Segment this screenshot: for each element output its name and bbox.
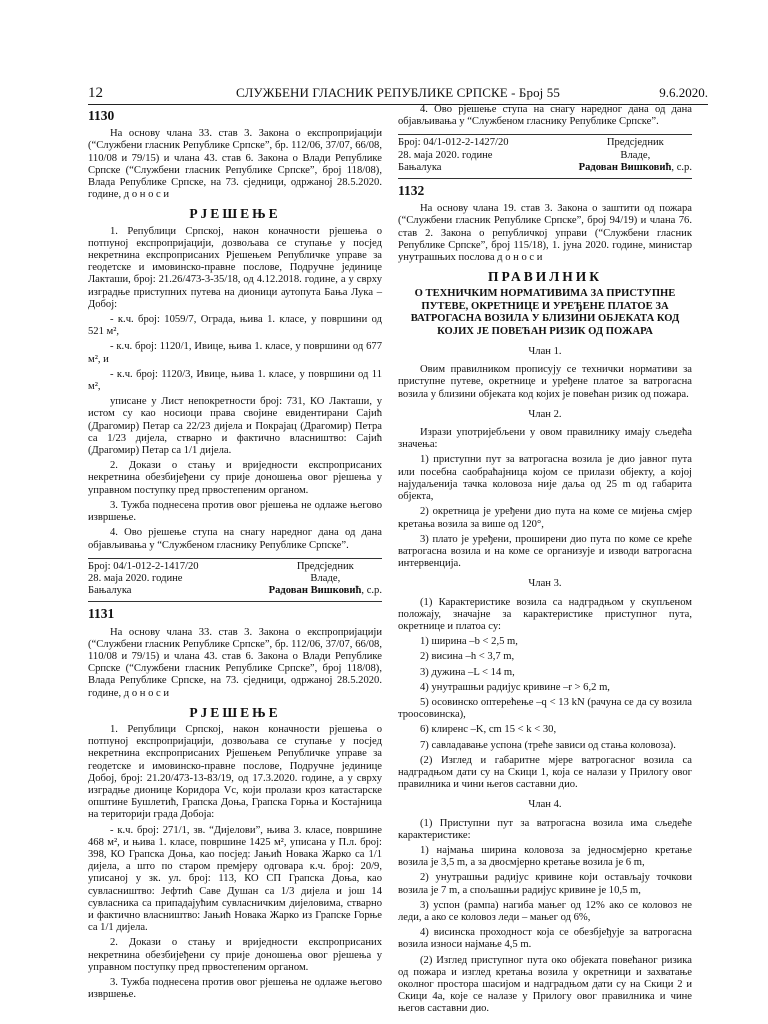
signature-date: 28. маја 2020. године [88,572,183,584]
article-title: Члан 4. [528,799,562,811]
list-item: 1) ширина –b < 2,5 m, [420,636,518,648]
document-number-1131: 1131 [88,606,115,622]
signature-place: Бањалука [398,161,442,173]
issue-date: 9.6.2020. [659,85,708,100]
list-item: 3) плато је уређени, проширени дио пута по коме се креће ватрогасна возила и на коме се организује и изводи ватрогасна интервенција. [398,533,692,570]
list-item: 2) окретница је уређени дио пута на коме се мијења смјер кретања возила за више од 120°, [398,506,692,530]
paragraph: 4. Ово рјешење ступа на снагу наредног дана од дана објављивања у “Службеном гласнику Републике Српске”. [398,104,692,128]
reference-number: Број: 04/1-012-2-1427/20 [398,137,509,149]
list-item: 3) дужина –L < 14 m, [420,666,515,678]
signatory-name: Радован Вишковић [578,161,672,173]
heading-pravilnik: ПРАВИЛНИК [487,269,603,285]
reference-number: Број: 04/1-012-2-1417/20 [88,560,199,572]
paragraph: Изрази употријебљени у овом правилнику имају сљедећа значења: [398,427,692,451]
signatory-role: Предсједник [296,560,354,572]
parcel-item: - к.ч. број: 1120/1, Ивице, њива 1. класе, у површини од 677 м², и [88,341,382,365]
list-item: 1) најмања ширина коловоза за једносмјерно кретање возила је 3,5 m, а за двосмјерно кретање возила је 6 m, [398,844,692,869]
list-item: 6) клиренс –K, cm 15 < k < 30, [420,724,557,736]
signatory-role: Владе, [310,572,341,584]
signatory-name: Радован Вишковић [268,585,362,597]
paragraph: Овим правилником прописују се технички нормативи за приступне путеве, окретнице и уређене платое за ватрогасна возила у близини објеката код којих је повећан ризик од пожара. [398,364,692,400]
paragraph: - к.ч. број: 271/1, зв. “Дијелови”, њива 3. класе, површине 468 м², и њива 1. класе, површине 1425 м², уписана у П.л. број: 398, КО Грапска Доња, као посјед: Јањић Новака Жарко са 1/1 дијела, а што по старом премјеру одговара к.ч. број: 20/9, уписаној у зк. ул. број: 113, КО СП Грапска Доња, као сувласништво: Јефтић Саве Душан са 1/3 дијела и још 14 сувласника са припадајућим сувласничким дијеловима, стварно и фактично власништво: Јањић Новака Жарко из Грапске Горње са 1/1 дијела. [88,824,382,934]
paragraph: (2) Изглед и габаритне мјере ватрогасног возила са надградњом дати су на Скици 1, која се налази у Прилогу овог правилника и чини његов саставни дио. [398,754,692,791]
document-number-1132: 1132 [398,183,425,199]
list-item: 5) осовинско оптерећење –q < 13 kN (рачуна се да су возила троосовинска), [398,696,692,721]
list-item: 1) приступни пут за ватрогасна возила је дио јавног пута или посебна саобраћајница којом се прилази објекту, а којој најудаљенија тачка коловоза није даља од 25 m од габарита објекта, [398,454,692,503]
paragraph: уписане у Лист непокретности број: 731, КО Лакташи, у истом су као носиоци права својине евидентирани Сајић (Драгомир) Петар са 22/23 дијела и Покрајац (Драгомир) Петра са 1/23 дијела, стварно и фактично власништво: Сајић (Драгомир) Петар са 1/1 дијела. [88,396,382,457]
preamble-1132: На основу члана 19. став 3. Закона о заштити од пожара (“Службени гласник Републике Српске”, број 94/19) и члана 76. став 2. Закона о републичкој управи (“Службени гласник Републике Српске”, број 115/18), 1. јуна 2020. године, министар унутрашњих послова д о н о с и [398,203,692,264]
parcel-item: - к.ч. број: 1059/7, Ограда, њива 1. класе, у површини од 521 м², [88,314,382,338]
paragraph: 1. Републици Српској, након коначности рјешења о потпуној експропријацији, дозвољава се ступање у посјед некретнина експроприсаних Рјешењем Републичке управе за геодетске и имовинско-правне послове, Подручне јединице Добој, број: 21.20/473-13-83/19, од 17.3.2020. године, а у сврху изградње дионице Коридора Vc, који пролази кроз катастарске општине Бушлетић, Грапска Доња, Грапска Горња и Костајница на територији града Добоја: [88,723,382,821]
gazette-title: СЛУЖБЕНИ ГЛАСНИК РЕПУБЛИКЕ СРПСКЕ - Број 55 [236,85,560,100]
heading-rjesenje-1131: РЈЕШЕЊЕ [189,704,281,720]
list-item: 2) висина –h < 3,7 m, [420,651,515,663]
preamble-1131: На основу члана 33. став 3. Закона о експропријацији (“Службени гласник Републике Српске”, бр. 112/06, 37/07, 66/08, 110/08 и 79/15) и члана 43. став 6. Закона о Влади Републике Српске (“Службени гласник Републике Српске”, број 118/08), Влада Републике Српске, на 73. сједници, одржаној 28.5.2020. године, д о н о с и [88,626,382,699]
signature-date: 28. маја 2020. године [398,149,493,161]
page-header [88,84,708,105]
signatory-suffix: , с.р. [361,585,382,597]
paragraph: 2. Докази о стању и вриједности експроприсаних некретнина обезбијеђени су прије доношења овог рјешења у управном поступку пред првостепеним органом. [88,460,382,496]
signature-block-1131 [398,134,692,174]
signatory-role: Владе, [620,149,651,161]
parcel-item: - к.ч. број: 1120/3, Ивице, њива 1. класе, у површини од 11 м², [88,368,382,393]
paragraph: (1) Карактеристике возила са надградњом у скупљеном положају, значајне за карактеристике приступног пута, окретнице и платоа су: [398,596,692,632]
paragraph: 1. Републици Српској, након коначности рјешења о потпуној експропријацији, дозвољава се ступање у посјед некретнина експроприсаних Рјешењем Републичке управе за геодетске и имовинско-правне послове, Подручне јединице Лакташи, број: 21.26/473-3-35/18, од 4.12.2018. године, а у сврху изградње приступних путева на дионици аутопута Бања Лука – Добој: [88,225,382,310]
list-item: 7) савладавање успона (треће зависи од стања коловоза). [420,739,676,751]
list-item: 4) висинска проходност која се обезбјеђује за ватрогасна возила износи најмање 4,5 m. [398,927,692,951]
preamble-1130: На основу члана 33. став 3. Закона о експропријацији (“Службени гласник Републике Српске”, бр. 112/06, 37/07, 66/08, 110/08 и 79/15) и члана 43. став 6. Закона о Влади Републике Српске (“Службени гласник Републике Српске”, број 118/08), Влада Републике Српске, на 73. сједници, одржаној 28.5.2020. године, д о н о с и [88,128,382,201]
paragraph: 4. Ово рјешење ступа на снагу наредног дана од дана објављивања у “Службеном гласнику Републике Српске”. [88,527,382,551]
left-column [88,104,382,1004]
article-title: Члан 1. [528,346,562,358]
signatory-suffix: , с.р. [671,161,692,173]
paragraph: 2. Докази о стању и вриједности експроприсаних некретнина обезбијеђени су прије доношења овог рјешења у управном поступку пред првостепеним органом. [88,937,382,973]
paragraph: 3. Тужба поднесена против овог рјешења не одлаже његово извршење. [88,499,382,524]
signatory-role: Предсједник [606,137,664,149]
heading-rjesenje-1130: РЈЕШЕЊЕ [189,206,281,222]
signature-block-1130 [88,558,382,598]
page-number: 12 [88,85,103,101]
article-title: Члан 3. [528,578,562,590]
paragraph: (1) Приступни пут за ватрогасна возила има сљедеће карактеристике: [398,817,692,841]
paragraph: 3. Тужба поднесена против овог рјешења не одлаже његово извршење. [88,977,382,1001]
list-item: 4) унутрашњи радијус кривине –r > 6,2 m, [420,681,610,693]
list-item: 2) унутрашњи радијус кривине који остављају точкови возила је 7 m, а спољашњи радијус кривине је 10,5 m, [398,872,692,896]
right-column [398,104,692,1019]
list-item: 3) успон (рампа) нагиба мањег од 12% ако се коловоз не леди, а ако се коловоз леди – мањег од 6%, [398,899,692,923]
article-title: Члан 2. [528,408,562,420]
divider [88,601,382,602]
paragraph: (2) Изглед приступног пута око објеката повећаног ризика од пожара и изглед кретања возила у окретници и захватање околног простора шасијом и надградњом дати су на Скици 2 и Скици 4а, које се налазе у Прилогу овог правилника и чине његов саставни дио. [398,954,692,1015]
signature-place: Бањалука [88,585,132,597]
divider [398,178,692,179]
document-number-1130: 1130 [88,108,115,123]
pravilnik-subtitle: О ТЕХНИЧКИМ НОРМАТИВИМА ЗА ПРИСТУПНЕ ПУТЕВЕ, ОКРЕТНИЦЕ И УРЕЂЕНЕ ПЛАТОЕ ЗА ВАТРОГАСНА ВОЗИЛА У БЛИЗИНИ ОБЈЕКАТА КОД КОЈИХ ЈЕ ПОВЕЋАН РИЗИК ОД ПОЖАРА [410,288,680,337]
